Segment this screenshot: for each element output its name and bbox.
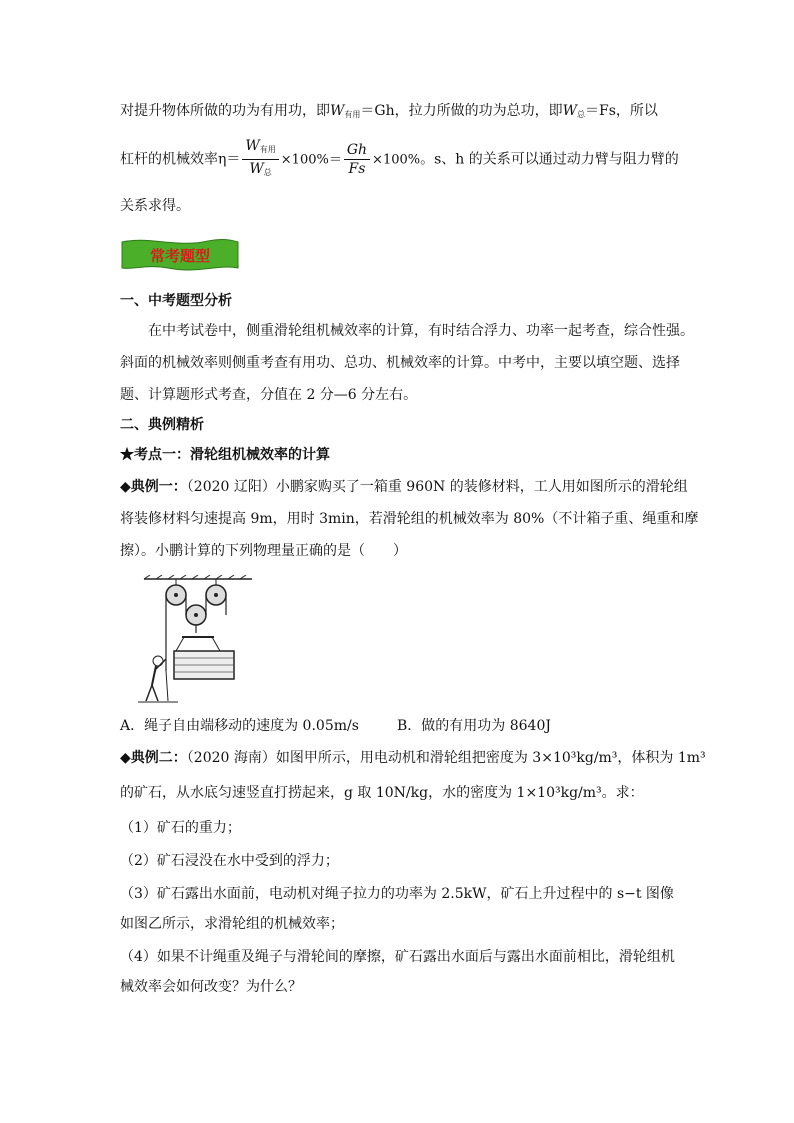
example1-line-3: 擦）。小鹏计算的下列物理量正确的是（ ） bbox=[120, 543, 407, 559]
option-b: B．做的有用功为 8640J bbox=[397, 718, 551, 734]
point1-title: ★考点一：滑轮组机械效率的计算 bbox=[120, 447, 330, 463]
w-useful-symbol: $W_{有用}$ bbox=[330, 103, 361, 119]
pulley-system-figure bbox=[134, 575, 274, 705]
section1-para-line-1: 在中考试卷中，侧重滑轮组机械效率的计算，有时结合浮力、功率一起考查，综合性强。 bbox=[148, 323, 694, 339]
example1-line-2: 将装修材料匀速提高 9m，用时 3min，若滑轮组的机械效率为 80%（不计箱子重、绳重和摩 bbox=[120, 511, 699, 527]
intro-line-1 bbox=[120, 101, 676, 125]
fraction-useful-over-total: $\frac{W_{有用}}{W_总}$ bbox=[242, 138, 278, 181]
option-a: A．绳子自由端移动的速度为 0.05m/s bbox=[120, 718, 359, 734]
section2-heading: 二、典例精析 bbox=[120, 417, 204, 433]
section1-heading: 一、中考题型分析 bbox=[120, 293, 232, 309]
question-3-line-2: 如图乙所示，求滑轮组的机械效率； bbox=[120, 916, 344, 932]
question-4-line-1: （4）如果不计绳重及绳子与滑轮间的摩擦，矿石露出水面后与露出水面前相比，滑轮组机 bbox=[120, 949, 675, 965]
intro-text-a: 对提升物体所做的功为有用功，即 bbox=[120, 103, 330, 119]
intro-text-d: 。s、h 的关系可以通过动力臂与阻力臂的 bbox=[420, 151, 679, 168]
intro-line-3: 关系求得。 bbox=[120, 198, 190, 214]
example1-text-1: （2020 辽阳）小鹏家购买了一箱重 960N 的装修材料，工人用如图所示的滑轮组 bbox=[186, 479, 688, 495]
intro-line-2 bbox=[120, 138, 679, 178]
intro-text-c: ＝Fs，所以 bbox=[584, 103, 658, 119]
section1-para-line-2: 斜面的机械效率则侧重考查有用功、总功、机械效率的计算。中考中，主要以填空题、选择 bbox=[120, 355, 680, 371]
example2-line-1 bbox=[120, 748, 706, 768]
w-total-symbol: $W_总$ bbox=[562, 103, 585, 119]
times-100-percent-1: ×100%＝ bbox=[280, 152, 342, 168]
common-question-type-badge bbox=[118, 236, 242, 274]
example2-label: ◆典例二： bbox=[120, 750, 187, 766]
question-2: （2）矿石浸没在水中受到的浮力； bbox=[120, 853, 339, 869]
question-3-line-1: （3）矿石露出水面前，电动机对绳子拉力的功率为 2.5kW，矿石上升过程中的 s−t 图像 bbox=[120, 886, 674, 902]
question-4-line-2: 械效率会如何改变？为什么？ bbox=[120, 979, 302, 995]
example2-line-2: 的矿石，从水底匀速竖直打捞起来，g 取 10N/kg，水的密度为 1×10³kg/m³。求： bbox=[120, 785, 644, 801]
intro-text-b: ＝Gh，拉力所做的功为总功，即 bbox=[360, 103, 563, 119]
efficiency-label: 杠杆的机械效率η＝ bbox=[120, 151, 241, 168]
example1-line-1 bbox=[120, 477, 688, 497]
example2-text-1: （2020 海南）如图甲所示，用电动机和滑轮组把密度为 3×10³kg/m³，体积为 1m³ bbox=[186, 750, 706, 766]
badge-label: 常考题型 bbox=[149, 247, 211, 265]
fraction-gh-over-fs: $\frac{Gh}{Fs}$ bbox=[344, 142, 370, 177]
times-100-percent-2: ×100% bbox=[372, 152, 421, 168]
section1-para-line-3: 题、计算题形式考查，分值在 2 分—6 分左右。 bbox=[120, 387, 418, 403]
example1-label: ◆典例一： bbox=[120, 479, 187, 495]
question-1: （1）矿石的重力； bbox=[120, 820, 241, 836]
